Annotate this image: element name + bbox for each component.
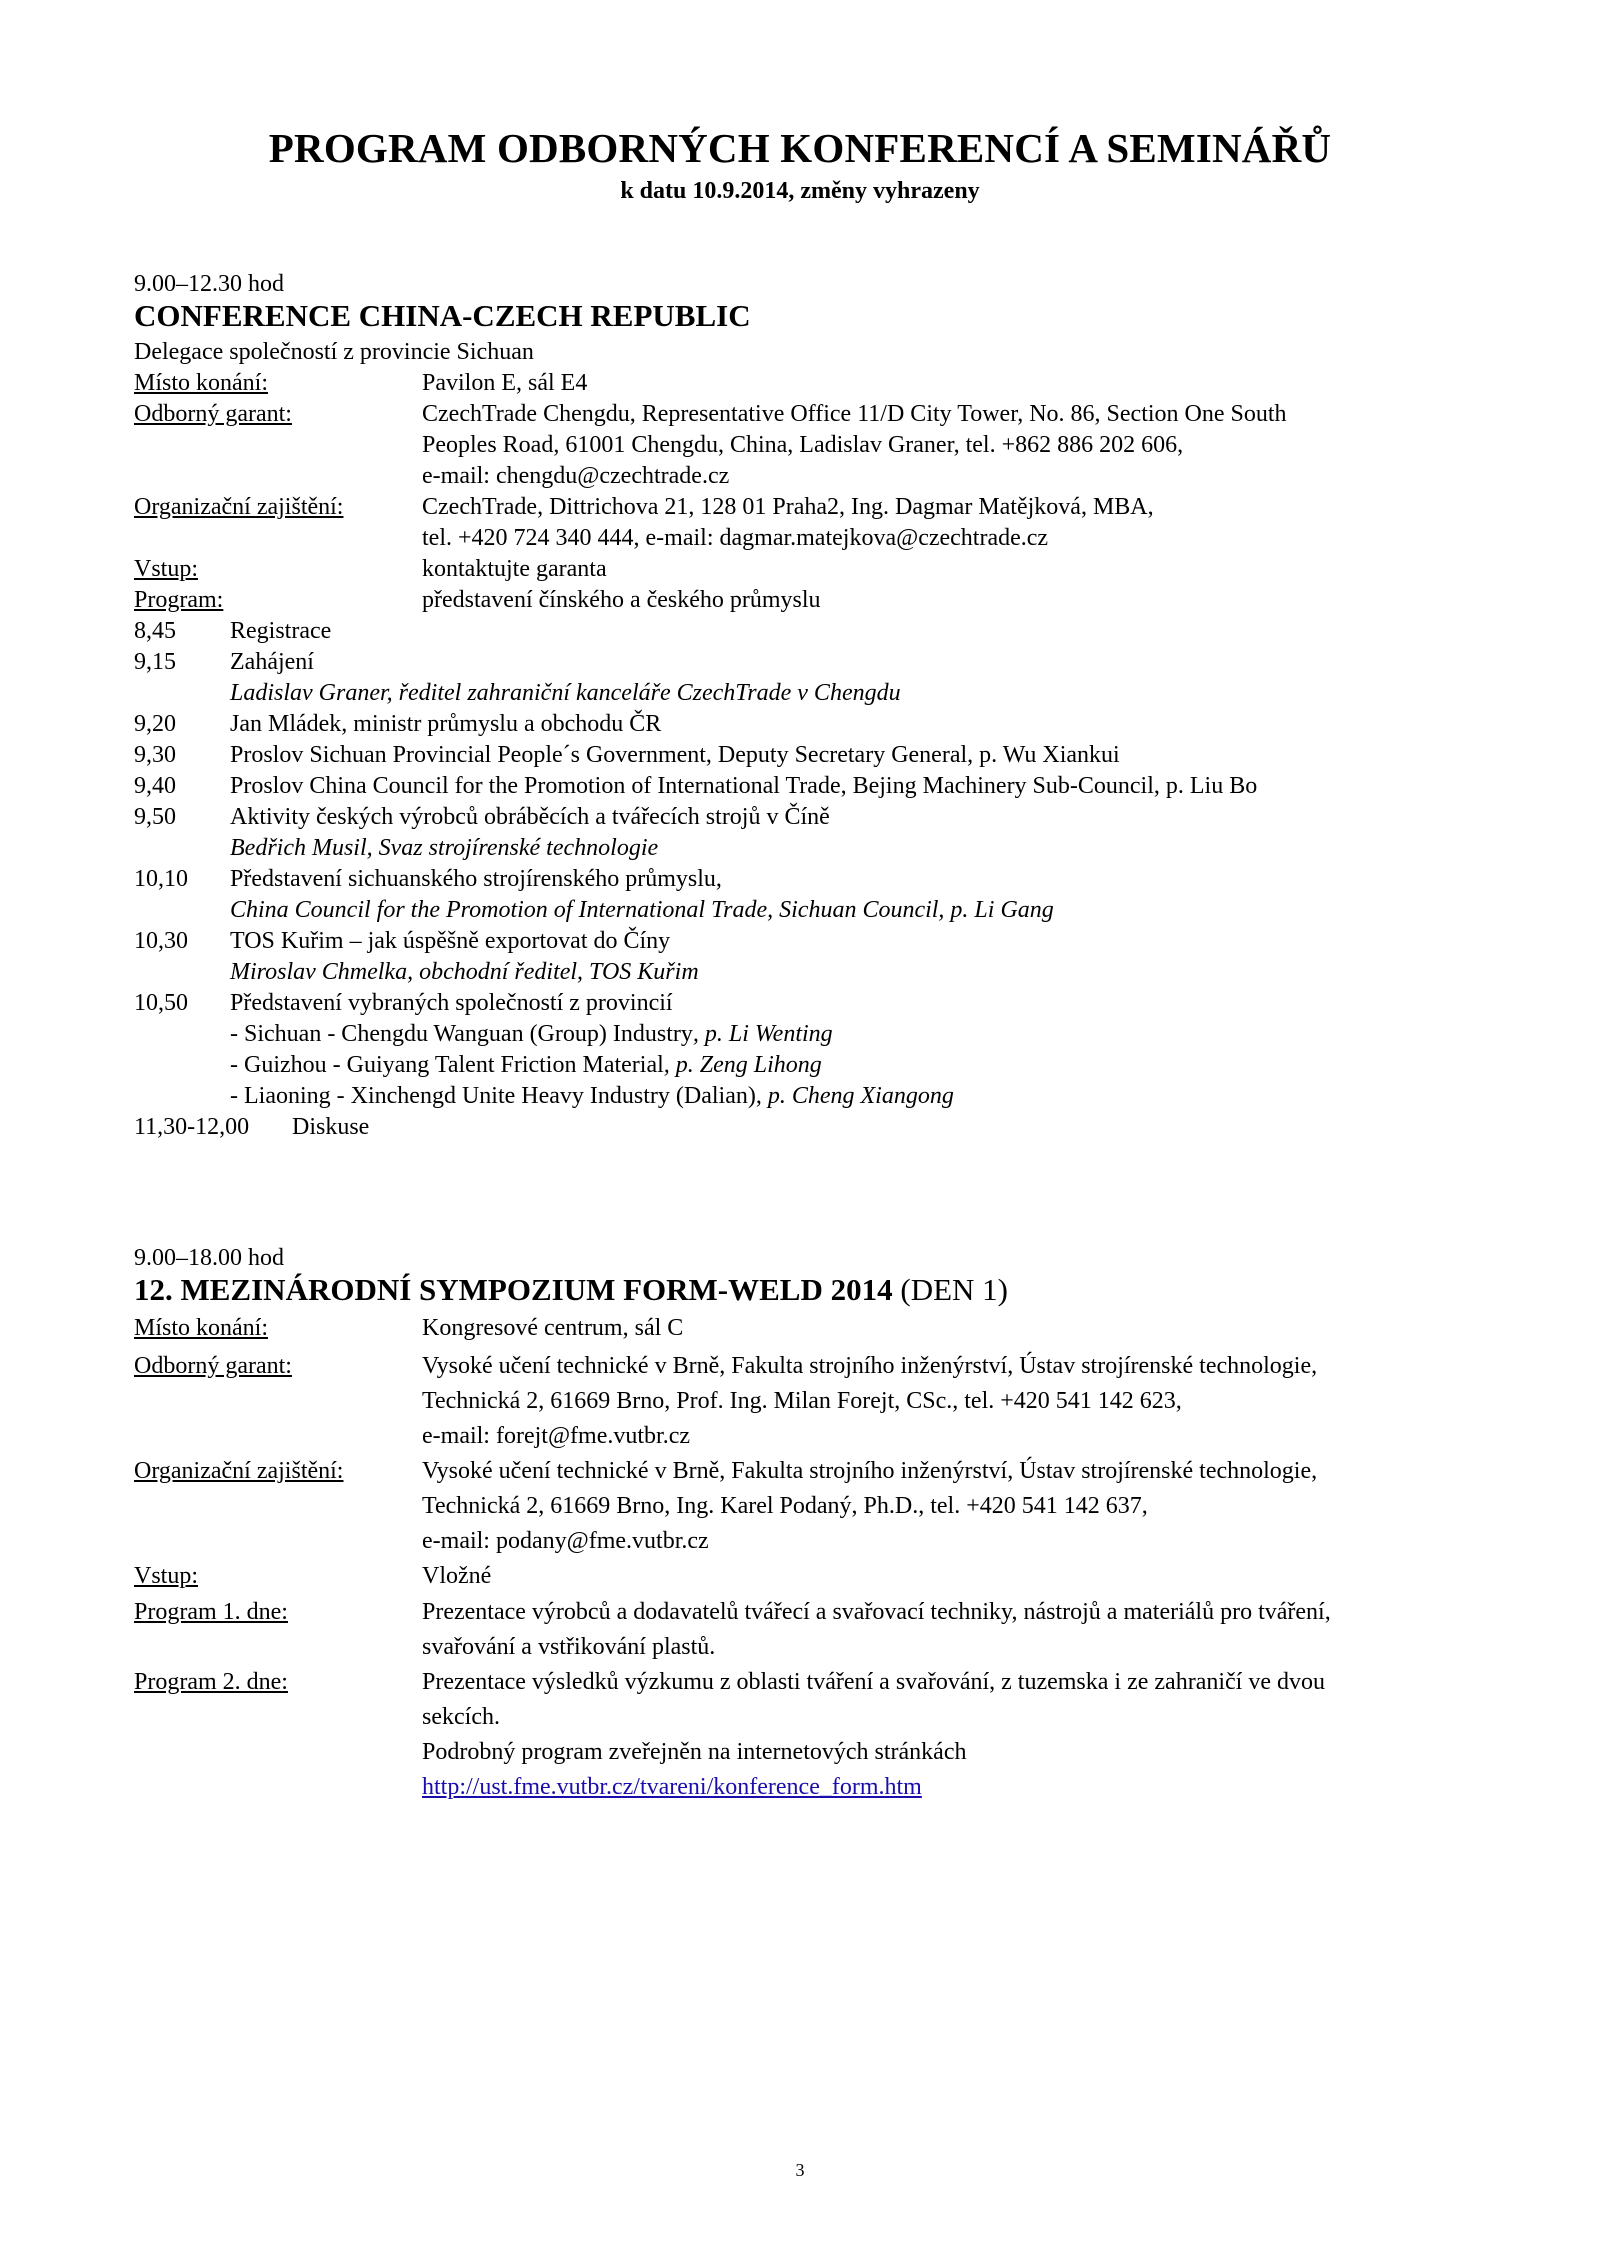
s2-org-line2: Technická 2, 61669 Brno, Ing. Karel Podaný, Ph.D., tel. +420 541 142 637, bbox=[422, 1493, 1148, 1519]
s2-garant-line3: e-mail: forejt@fme.vutbr.cz bbox=[422, 1423, 690, 1449]
schedule-speaker: Miroslav Chmelka, obchodní ředitel, TOS Kuřim bbox=[230, 959, 699, 985]
schedule-time: 8,45 bbox=[134, 618, 176, 644]
s2-time: 9.00–18.00 hod bbox=[134, 1245, 284, 1271]
s2-org-line3: e-mail: podany@fme.vutbr.cz bbox=[422, 1528, 709, 1554]
s1-garant-line1: CzechTrade Chengdu, Representative Office 11/D City Tower, No. 86, Section One South bbox=[422, 401, 1287, 427]
schedule-text: Zahájení bbox=[230, 649, 314, 675]
s2-garant-label: Odborný garant: bbox=[134, 1353, 292, 1379]
s2-program2-line3: Podrobný program zveřejněn na internetových stránkách bbox=[422, 1739, 967, 1765]
schedule-text: Představení sichuanského strojírenského průmyslu, bbox=[230, 866, 722, 892]
s2-garant-line2: Technická 2, 61669 Brno, Prof. Ing. Milan Forejt, CSc., tel. +420 541 142 623, bbox=[422, 1388, 1182, 1414]
schedule-time: 9,40 bbox=[134, 773, 176, 799]
schedule-text: Představení vybraných společností z provincií bbox=[230, 990, 673, 1016]
s2-program1-line1: Prezentace výrobců a dodavatelů tvářecí a svařovací techniky, nástrojů a materiálů pro tváření, bbox=[422, 1599, 1331, 1625]
s2-program2-line2: sekcích. bbox=[422, 1704, 500, 1730]
s1-vstup-value: kontaktujte garanta bbox=[422, 556, 607, 582]
schedule-time: 11,30-12,00 bbox=[134, 1114, 250, 1140]
s1-garant-line3: e-mail: chengdu@czechtrade.cz bbox=[422, 463, 730, 489]
schedule-time: 9,30 bbox=[134, 742, 176, 768]
company-item bbox=[230, 1081, 954, 1112]
schedule-text: Registrace bbox=[230, 618, 332, 644]
company-contact: , p. Li Wenting bbox=[692, 1021, 833, 1047]
s2-heading-main: 12. MEZINÁRODNÍ SYMPOZIUM FORM-WELD 2014 bbox=[134, 1272, 893, 1307]
s1-program-value: představení čínského a českého průmyslu bbox=[422, 587, 821, 613]
company-name: - Guizhou - Guiyang Talent Friction Material bbox=[230, 1052, 664, 1078]
s2-program1-line2: svařování a vstřikování plastů. bbox=[422, 1634, 716, 1660]
s2-heading-tail: (DEN 1) bbox=[892, 1272, 1008, 1307]
schedule-speaker: Bedřich Musil, Svaz strojírenské technologie bbox=[230, 835, 659, 861]
schedule-speaker: Ladislav Graner, ředitel zahraniční kanceláře CzechTrade v Chengdu bbox=[230, 680, 901, 706]
schedule-text: Proslov China Council for the Promotion of International Trade, Bejing Machinery Sub-Council, p. Liu Bo bbox=[230, 773, 1258, 799]
s1-org-label: Organizační zajištění: bbox=[134, 494, 344, 520]
s2-misto-label: Místo konání: bbox=[134, 1315, 269, 1341]
schedule-text: Jan Mládek, ministr průmyslu a obchodu ČR bbox=[230, 711, 662, 737]
s2-vstup-label: Vstup: bbox=[134, 1563, 199, 1589]
program-link-line bbox=[422, 1772, 922, 1803]
schedule-speaker: China Council for the Promotion of International Trade, Sichuan Council, p. Li Gang bbox=[230, 897, 1054, 923]
company-item bbox=[230, 1050, 822, 1081]
s2-heading bbox=[134, 1272, 1008, 1308]
schedule-text: Diskuse bbox=[292, 1114, 370, 1140]
s1-org-line1: CzechTrade, Dittrichova 21, 128 01 Praha2, Ing. Dagmar Matějková, MBA, bbox=[422, 494, 1154, 520]
company-name: - Sichuan - Chengdu Wanguan (Group) Industry bbox=[230, 1021, 693, 1047]
page-subtitle: k datu 10.9.2014, změny vyhrazeny bbox=[620, 178, 980, 204]
program-link[interactable]: http://ust.fme.vutbr.cz/tvareni/konference_form.htm bbox=[422, 1774, 922, 1800]
s2-vstup-value: Vložné bbox=[422, 1563, 492, 1589]
company-contact: , p. Zeng Lihong bbox=[663, 1052, 822, 1078]
s2-org-label: Organizační zajištění: bbox=[134, 1458, 344, 1484]
s1-misto-value: Pavilon E, sál E4 bbox=[422, 370, 588, 396]
schedule-time: 9,20 bbox=[134, 711, 176, 737]
s1-misto-label: Místo konání: bbox=[134, 370, 269, 396]
s1-heading: CONFERENCE CHINA-CZECH REPUBLIC bbox=[134, 298, 751, 333]
schedule-text: TOS Kuřim – jak úspěšně exportovat do Číny bbox=[230, 928, 671, 954]
schedule-text: Proslov Sichuan Provincial People´s Government, Deputy Secretary General, p. Wu Xiankui bbox=[230, 742, 1120, 768]
s2-garant-line1: Vysoké učení technické v Brně, Fakulta strojního inženýrství, Ústav strojírenské technologie, bbox=[422, 1353, 1318, 1379]
s1-intro: Delegace společností z provincie Sichuan bbox=[134, 339, 534, 365]
schedule-text: Aktivity českých výrobců obráběcích a tvářecích strojů v Číně bbox=[230, 804, 830, 830]
s2-program1-label: Program 1. dne: bbox=[134, 1599, 288, 1625]
schedule-time: 10,10 bbox=[134, 866, 188, 892]
s1-vstup-label: Vstup: bbox=[134, 556, 199, 582]
page-title: PROGRAM ODBORNÝCH KONFERENCÍ A SEMINÁŘŮ bbox=[268, 125, 1332, 171]
s2-org-line1: Vysoké učení technické v Brně, Fakulta strojního inženýrství, Ústav strojírenské technologie, bbox=[422, 1458, 1318, 1484]
schedule-time: 9,15 bbox=[134, 649, 176, 675]
s1-garant-line2: Peoples Road, 61001 Chengdu, China, Ladislav Graner, tel. +862 886 202 606, bbox=[422, 432, 1184, 458]
s1-program-label: Program: bbox=[134, 587, 224, 613]
s1-time: 9.00–12.30 hod bbox=[134, 271, 284, 297]
s2-program2-label: Program 2. dne: bbox=[134, 1669, 288, 1695]
company-contact: p. Cheng Xiangong bbox=[767, 1083, 954, 1109]
s2-misto-value: Kongresové centrum, sál C bbox=[422, 1315, 684, 1341]
s2-program2-line1: Prezentace výsledků výzkumu z oblasti tváření a svařování, z tuzemska i ze zahraničí ve dvou bbox=[422, 1669, 1325, 1695]
schedule-time: 10,50 bbox=[134, 990, 188, 1016]
s1-org-line2: tel. +420 724 340 444, e-mail: dagmar.matejkova@czechtrade.cz bbox=[422, 525, 1049, 551]
page-number: 3 bbox=[795, 2160, 805, 2180]
company-item bbox=[230, 1019, 833, 1050]
company-name: - Liaoning - Xinchengd Unite Heavy Industry (Dalian), bbox=[230, 1083, 768, 1109]
schedule-time: 9,50 bbox=[134, 804, 176, 830]
schedule-time: 10,30 bbox=[134, 928, 188, 954]
s1-garant-label: Odborný garant: bbox=[134, 401, 292, 427]
